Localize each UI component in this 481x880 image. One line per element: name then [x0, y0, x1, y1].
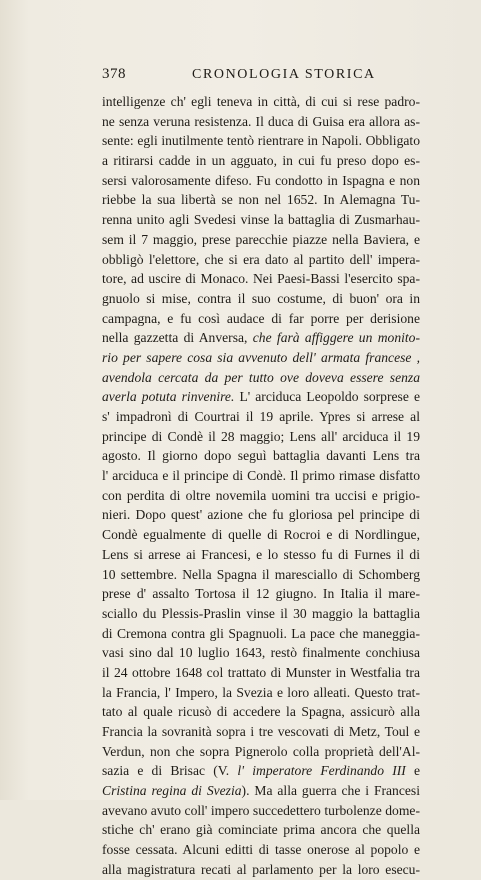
text-span: il 24 ottobre 1648 col trattato di Munster in Westfalia tra — [102, 664, 420, 680]
text-span: a ritirarsi cadde in un agguato, in cui fu preso dopo es- — [102, 153, 420, 169]
text-span: L' arciduca Leopoldo sorprese e — [234, 389, 420, 405]
text-line — [102, 683, 420, 703]
text-line — [102, 505, 420, 525]
text-line — [102, 368, 420, 388]
text-span: l' arciduca e il principe di Condè. Il primo rimase disfatto — [102, 468, 420, 484]
text-span: 10 settembre. Nella Spagna il maresciallo di Schomberg — [102, 566, 420, 582]
text-span: principe di Condè il 28 maggio; Lens all' arciduca il 19 — [102, 428, 420, 444]
text-line — [102, 407, 420, 427]
text-span: riebbe la sua libertà se non nel 1652. In Alemagna Tu- — [102, 192, 420, 208]
text-line — [102, 840, 420, 860]
text-line — [102, 761, 420, 781]
text-line — [102, 348, 420, 368]
text-span: campagna, e fu così audace di far porre per derisione — [102, 310, 420, 326]
text-line — [102, 565, 420, 585]
text-span: obbligò l'elettore, che si era dato al partito dell' impera- — [102, 251, 420, 267]
italic-span: avendola cercata da per tutto ove doveva essere senza — [102, 369, 420, 385]
text-line — [102, 427, 420, 447]
text-line — [102, 742, 420, 762]
text-line — [102, 466, 420, 486]
running-head: CRONOLOGIA STORICA — [192, 67, 376, 82]
text-line — [102, 151, 420, 171]
text-span: Francia la sovranità sopra i tre vescovati di Metz, Toul e — [102, 724, 420, 739]
text-line — [102, 860, 420, 880]
text-line — [102, 545, 420, 565]
page-header — [102, 66, 420, 86]
text-span: tato al quale ricusò di accedere la Spagna, assicurò alla — [102, 704, 420, 720]
text-line — [102, 781, 420, 801]
text-span: nieri. Dopo quest' azione che fu gloriosa pel principe di — [102, 507, 420, 523]
text-line — [102, 269, 420, 289]
text-span: ne senza veruna resistenza. Il duca di Guisa era allora as- — [102, 113, 420, 129]
text-line — [102, 801, 420, 821]
text-line — [102, 702, 420, 722]
text-span: la Francia, l' Impero, la Svezia e loro alleati. Questo trat- — [102, 684, 420, 700]
text-span: tore, ad uscire di Monaco. Nei Paesi-Bassi l'esercito spa- — [102, 271, 420, 287]
text-line — [102, 820, 420, 840]
text-line — [102, 190, 420, 210]
text-line — [102, 486, 420, 506]
text-span: agosto. Il giorno dopo seguì battaglia davanti Lens tra — [102, 448, 420, 464]
text-span: stiche ch' erano già cominciate prima ancora che quella — [102, 822, 420, 838]
text-span: di Cremona contra gli Spagnuoli. La pace che maneggia- — [102, 625, 420, 641]
text-line — [102, 289, 420, 309]
text-line — [102, 722, 420, 742]
text-span: gnuolo si mise, contra il suo costume, di buon' ora in — [102, 290, 420, 306]
text-span: vasi sino dal 10 luglio 1643, restò finalmente conchiusa — [102, 645, 420, 661]
text-line — [102, 230, 420, 250]
italic-span: rio per sapere cosa sia avvenuto dell' armata francese , — [102, 349, 420, 365]
text-line — [102, 643, 420, 663]
text-span: prese d' assalto Tortosa il 12 giugno. In Italia il mare- — [102, 586, 420, 602]
text-line — [102, 210, 420, 230]
text-line — [102, 525, 420, 545]
italic-span: che farà affiggere un monito- — [252, 330, 420, 346]
text-span: renna unito agli Svedesi vinse la battaglia di Zusmarhau- — [102, 212, 420, 228]
text-span: Lens si arrese ai Francesi, e lo stesso fu di Furnes il di — [102, 546, 420, 562]
text-span: s' impadronì di Courtrai il 19 aprile. Ypres si arrese al — [102, 409, 420, 424]
text-span: con perdita di oltre novemila uomini tra uccisi e prigio- — [102, 487, 420, 503]
text-span: nella gazzetta di Anversa, — [102, 330, 253, 346]
text-span: sersi valorosamente difeso. Fu condotto in Ispagna e non — [102, 172, 420, 188]
text-span: sazia e di Brisac (V. — [102, 763, 238, 779]
text-span: alla magistratura recati al parlamento per la loro esecu- — [102, 861, 420, 877]
text-line — [102, 446, 420, 466]
text-span: Condè egualmente di quelle di Rocroi e di Nordlingue, — [102, 527, 420, 543]
text-line — [102, 309, 420, 329]
text-span: Verdun, non che sopra Pignerolo colla proprietà dell'Al- — [102, 743, 420, 759]
italic-span: Cristina regina di Svezia — [102, 783, 242, 799]
text-span: sem il 7 maggio, prese parecchie piazze nella Baviera, e — [102, 231, 420, 247]
text-span: intelligenze ch' egli teneva in città, di cui si rese padro- — [102, 94, 420, 109]
text-span: fosse cessata. Alcuni editti di tasse onerose al popolo e — [102, 842, 420, 858]
text-line — [102, 328, 420, 348]
text-line — [102, 92, 420, 112]
text-line — [102, 584, 420, 604]
text-span: avevano avuto coll' impero succedettero turbolenze dome- — [102, 802, 420, 818]
text-line — [102, 624, 420, 644]
text-line — [102, 250, 420, 270]
text-span: ). Ma alla guerra che i Francesi — [241, 783, 420, 799]
text-line — [102, 112, 420, 132]
text-span: sciallo du Plessis-Praslin vinse il 30 maggio la battaglia — [102, 605, 420, 621]
text-span: e — [405, 763, 420, 779]
text-line — [102, 131, 420, 151]
italic-span: averla potuta rinvenire. — [102, 389, 235, 405]
page-number: 378 — [102, 66, 126, 82]
text-line — [102, 171, 420, 191]
text-line — [102, 387, 420, 407]
text-line — [102, 604, 420, 624]
text-span: sente: egli inutilmente tentò rientrare in Napoli. Obbligato — [102, 133, 420, 149]
text-line — [102, 663, 420, 683]
body-text — [102, 92, 420, 880]
italic-span: l' imperatore Ferdinando III — [237, 763, 406, 779]
